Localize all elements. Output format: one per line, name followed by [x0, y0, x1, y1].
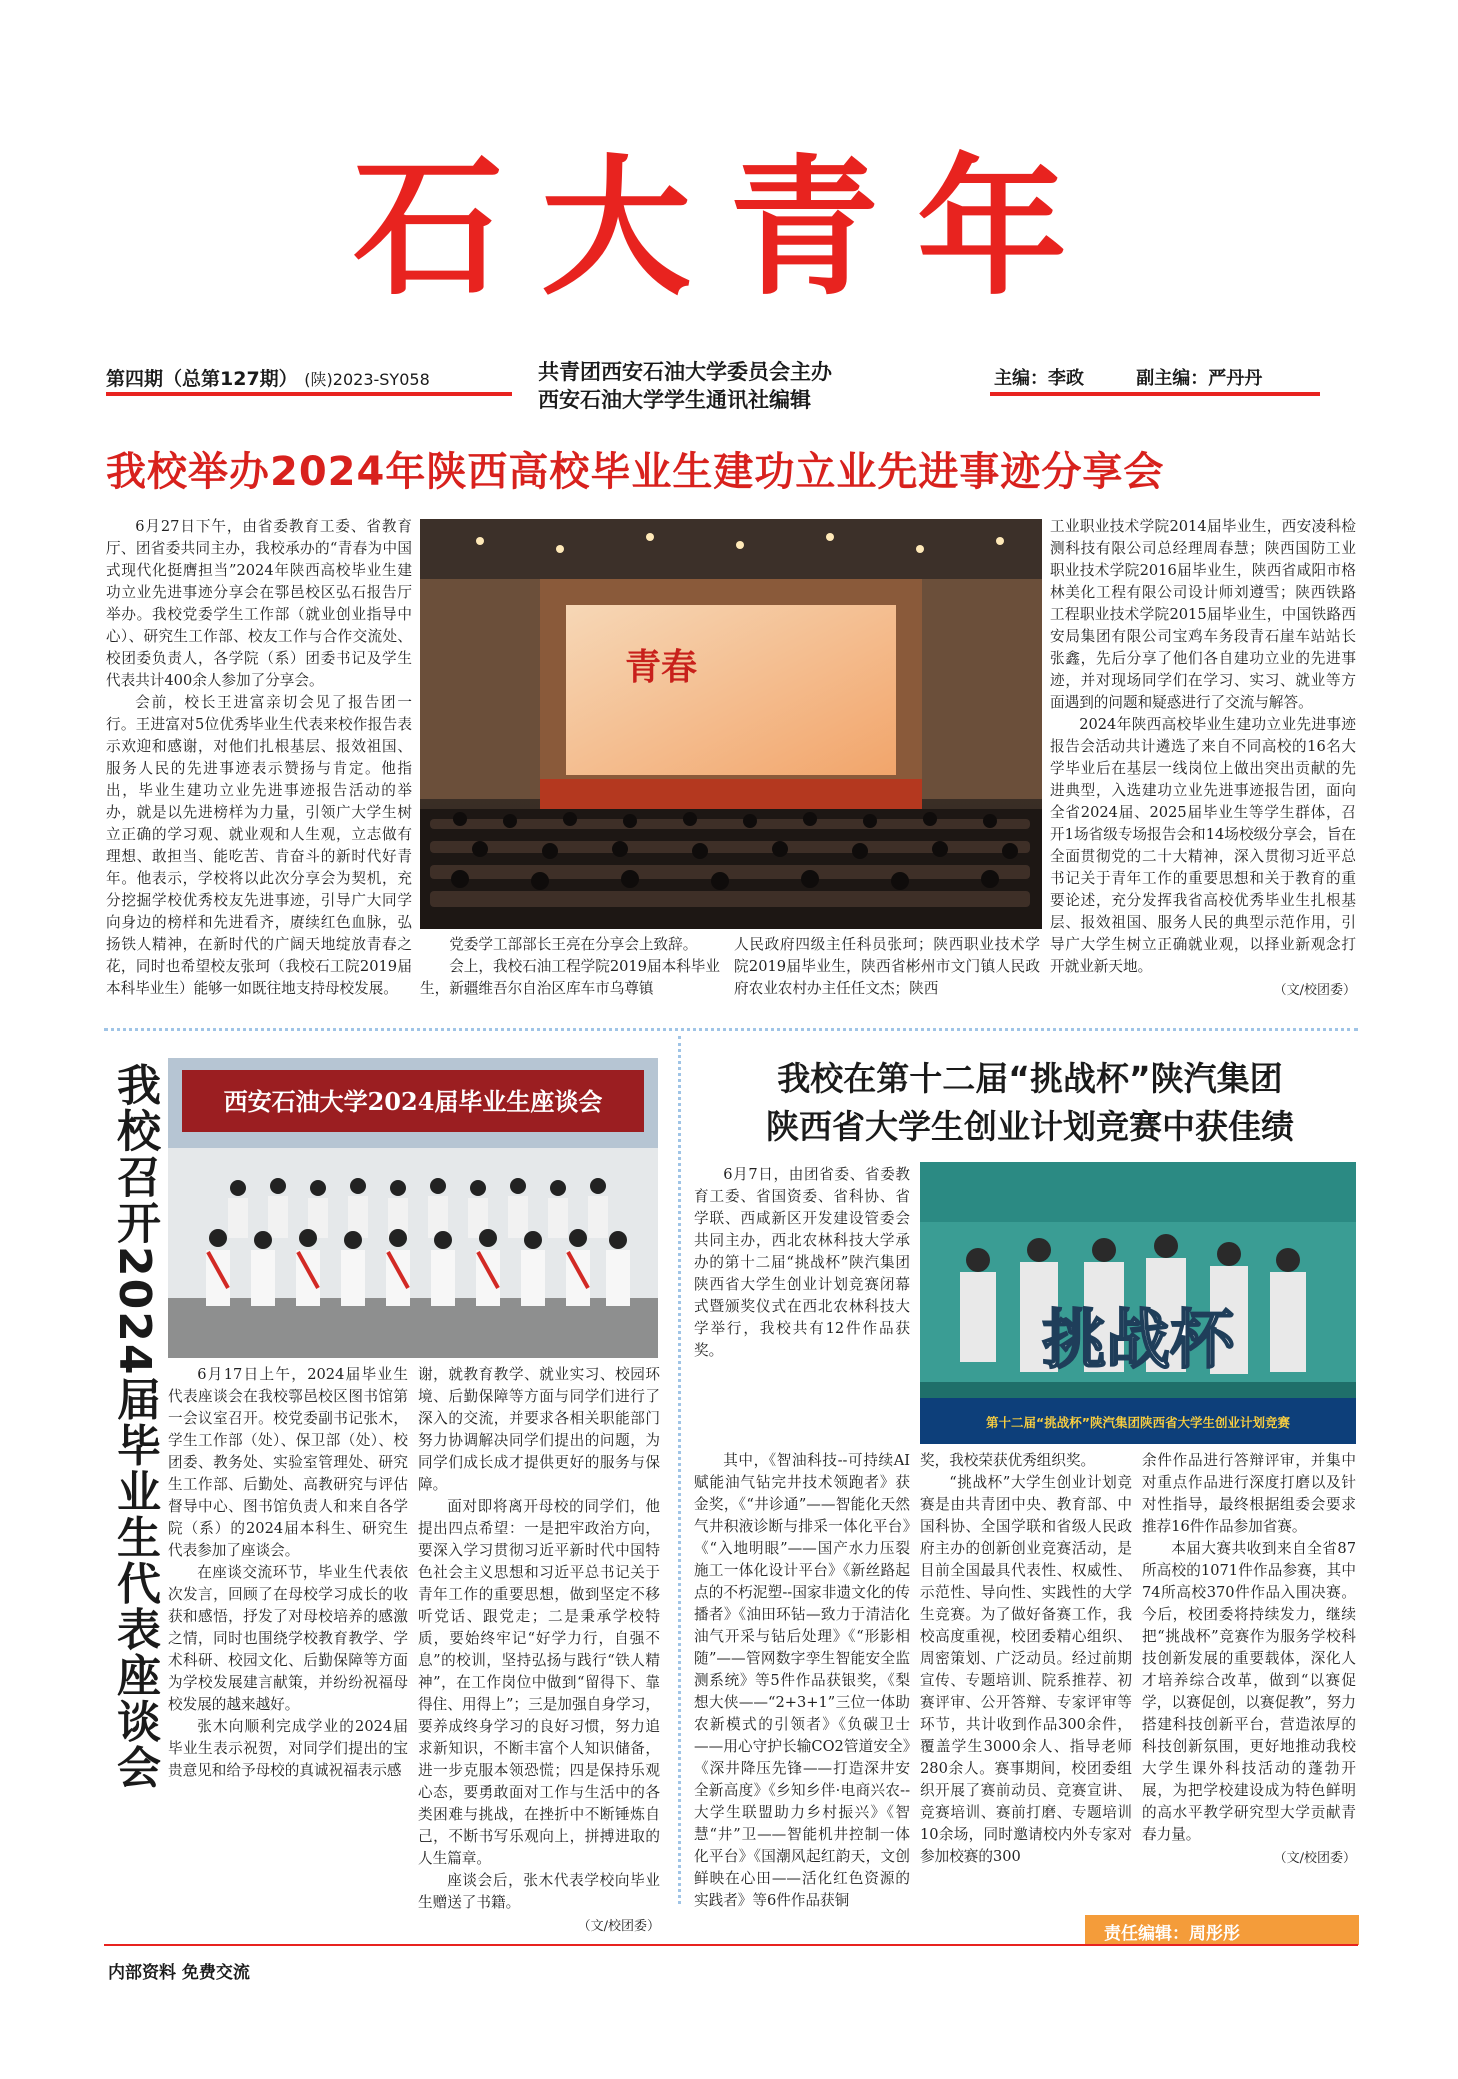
- article3-col3-p2: 本届大赛共收到来自全省87所高校的1071件作品参赛，其中74所高校370件作品入围决赛。今后，校团委将持续发力，继续把“挑战杯”竞赛作为服务学校科技创新发展的重要载体，深化人才培养综合改革，做到“以赛促学，以赛促创，以赛促教”，努力搭建科技创新平台，营造浓厚的科技创新氛围，更好地推动我校大学生课外科技活动的蓬勃开展，为把学校建设成为特色鲜明的高水平教学研究型大学贡献青春力量。: [1142, 1540, 1356, 1843]
- article1-col4-p2: 2024年陕西高校毕业生建功立业先进事迹报告会活动共计遴选了来自不同高校的16名大学毕业后在基层一线岗位上做出突出贡献的先进典型，入选建功立业先进事迹报告团，面向全省2024届、2025届毕业生等学生群体，召开1场省级专场报告会和14场校级分享会，旨在全面贯彻党的二十大精神，深入贯彻习近平总书记关于青年工作的重要思想和关于教育的重要论述，充分发挥我省高校优秀毕业生扎根基层、报效祖国、服务人民的典型示范作用，引导广大学生树立正确就业观，以择业新观念打开就业新天地。: [1050, 716, 1356, 975]
- article3-column-1: [694, 1450, 910, 1912]
- article2-colB-p1: 谢，就教育教学、就业实习、校园环境、后勤保障等方面与同学们进行了深入的交流，并要求各相关职能部门努力协调解决同学们提出的问题，为同学们成长成才提供更好的服务与保障。: [418, 1366, 660, 1493]
- article1-col2-p1: 党委学工部部长王亮在分享会上致辞。: [449, 936, 698, 953]
- article3-headline-line1: 我校在第十二届“挑战杯”陕汽集团: [777, 1059, 1283, 1098]
- article3-col3-p1: 余件作品进行答辩评审，并集中对重点作品进行深度打磨以及针对性指导，最终根据组委会要求推荐16件作品参加省赛。: [1142, 1452, 1356, 1535]
- info-bar: [106, 358, 1322, 412]
- article1-col1-p1: 6月27日下午，由省委教育工委、省教育厅、团省委共同主办，我校承办的“青春为中国式现代化挺膺担当”2024年陕西高校毕业生建功立业先进事迹分享会在鄠邑校区弘石报告厅举办。我校党委学生工作部（就业创业指导中心）、研究生工作部、校友工作与合作交流处、校团委负责人，各学院（系）团委书记及学生代表共计400余人参加了分享会。: [106, 518, 412, 689]
- article2-column-1: [168, 1364, 408, 1782]
- sponsor-line-2: 西安石油大学学生通讯社编辑: [538, 387, 811, 412]
- article2-headline: 我校召开2024届毕业生代表座谈会: [109, 1062, 160, 1791]
- article3-credit: （文/校团委）: [1273, 1851, 1356, 1866]
- article1-column-2: [420, 934, 720, 1000]
- article1-photo-auditorium: [420, 519, 1042, 929]
- article1-column-1: [106, 516, 412, 1000]
- sponsor-lines: [538, 358, 832, 414]
- deputy-editor: 副主编：严丹丹: [1136, 368, 1263, 389]
- article3-col2-p2: “挑战杯”大学生创业计划竞赛是由共青团中央、教育部、中国科协、全国学联和省级人民政府主办的创新创业竞赛活动，是目前全国最具代表性、权威性、示范性、导向性、实践性的大学生竞赛。为了做好备赛工作，我校高度重视，校团委精心组织、周密策划、广泛动员。经过前期宣传、专题培训、院系推荐、初赛评审、公开答辩、专家评审等环节，共计收到作品300余件，覆盖学生3000余人、指导老师280余人。赛事期间，校团委组织开展了赛前动员、竞赛宣讲、竞赛培训、赛前打磨、专题培训10余场，同时邀请校内外专家对参加校赛的300: [920, 1474, 1132, 1865]
- article1-column-3: [734, 934, 1040, 1000]
- article3-col2-p1: 奖，我校荣获优秀组织奖。: [920, 1452, 1096, 1469]
- article1-headline: 我校举办2024年陕西高校毕业生建功立业先进事迹分享会: [106, 449, 1165, 495]
- header-rule-left: [106, 392, 512, 396]
- article1-col4-p1: 工业职业技术学院2014届毕业生，西安凌科检测科技有限公司总经理周春慧；陕西国防工业职业技术学院2016届毕业生，陕西省咸阳市格林美化工程有限公司设计师刘遵雪；陕西铁路工程职业技术学院2015届毕业生，中国铁路西安局集团有限公司宝鸡车务段青石崖车站站长张鑫，先后分享了他们各自建功立业的先进事迹，并对现场同学们在学习、实习、就业等方面遇到的问题和疑惑进行了交流与解答。: [1050, 518, 1356, 711]
- article1-credit: （文/校团委）: [1273, 983, 1356, 998]
- article2-credit: （文/校团委）: [577, 1919, 660, 1934]
- article2-column-2: [418, 1364, 660, 1938]
- chief-editor: 主编：李政: [994, 368, 1084, 389]
- section-divider: [104, 1028, 1358, 1031]
- article3-intro: [694, 1164, 910, 1362]
- sponsor-line-1: 共青团西安石油大学委员会主办: [538, 359, 832, 384]
- article2-colB-p2: 面对即将离开母校的同学们，他提出四点希望：一是把牢政治方向，要深入学习贯彻习近平新时代中国特色社会主义思想和习近平总书记关于青年工作的重要思想，做到坚定不移听党话、跟党走；二是秉承学校特质，要始终牢记“好学力行，自强不息”的校训，坚持弘扬与践行“铁人精神”，在工作岗位中做到“留得下、靠得住、用得上”；三是加强自身学习，要养成终身学习的良好习惯，努力追求新知识，不断丰富个人知识储备，进一步克服本领恐慌；四是保持乐观心态，要勇敢面对工作与生活中的各类困难与挑战，在挫折中不断锤炼自己，不断书写乐观向上，拼搏进取的人生篇章。: [418, 1498, 660, 1867]
- screen-text: 青春: [625, 646, 698, 688]
- header-rule-right: [990, 392, 1320, 396]
- article3-intro-p: 6月7日，由团省委、省委教育工委、省国资委、省科协、省学联、西咸新区开发建设管委会共同主办，西北农林科技大学承办的第十二届“挑战杯”陕汽集团陕西省大学生创业计划竞赛闭幕式暨颁奖仪式在西北农林科技大学举行，我校共有12件作品获奖。: [694, 1166, 910, 1359]
- article3-column-3: [1142, 1450, 1356, 1870]
- article2-colA-p1: 6月17日上午，2024届毕业生代表座谈会在我校鄠邑校区图书馆第一会议室召开。校党委副书记张木，学生工作部（处）、保卫部（处）、校团委、教务处、实验室管理处、研究生工作部、后勤处、高教研究与评估督导中心、图书馆负责人和来自各学院（系）的2024届本科生、研究生代表参加了座谈会。: [168, 1366, 408, 1559]
- stage-screen: [566, 605, 896, 775]
- article1-col3-p1: 人民政府四级主任科员张珂；陕西职业技术学院2019届毕业生，陕西省彬州市文门镇人民政府农业农村办主任任文杰；陕西: [734, 936, 1040, 997]
- article1-col2-p2: 会上，我校石油工程学院2019届本科毕业生，新疆维吾尔自治区库车市乌尊镇: [420, 958, 720, 997]
- article2-colA-p2: 在座谈交流环节，毕业生代表依次发言，回顾了在母校学习成长的收获和感悟，抒发了对母校培养的感激之情，同时也围绕学校教育教学、学术科研、校园文化、后勤保障等方面为学校发展建言献策，并纷纷祝福母校发展的越来越好。: [168, 1564, 408, 1713]
- editor-info: [994, 364, 1308, 390]
- article2-photo-group: [168, 1058, 658, 1358]
- banner-text: 西安石油大学2024届毕业生座谈会: [223, 1087, 603, 1116]
- photo-banner-text: 第十二届“挑战杯”陕汽集团陕西省大学生创业计划竞赛: [986, 1415, 1290, 1430]
- article2-colB-p3: 座谈会后，张木代表学校向毕业生赠送了书籍。: [418, 1872, 660, 1911]
- article2-colA-p3: 张木向顺利完成学业的2024届毕业生表示祝贺，对同学们提出的宝贵意见和给予母校的真诚祝福表示感: [168, 1718, 408, 1779]
- footer-note: 内部资料 免费交流: [108, 1963, 250, 1983]
- issue-number: 第四期（总第127期）: [106, 368, 298, 390]
- group-photo-illustration: [168, 1058, 658, 1358]
- footer-rule: [104, 1944, 1358, 1946]
- article3-headline-line2: 陕西省大学生创业计划竞赛中获佳绩: [766, 1107, 1294, 1146]
- photo-big-text: 挑战杯: [1042, 1303, 1234, 1378]
- article3-col1-p1: 其中，《智油科技--可持续AI赋能油气钻完井技术领跑者》获金奖，《“井诊通”——智能化天然气井积液诊断与排采一体化平台》《“入地明眼”——国产水力压裂施工一体化设计平台》《新丝路起点的不朽泥塑--国家非遗文化的传播者》《油田环钻—致力于清洁化油气开采与钻后处理》《“形影相随”——管网数字孪生智能安全监测系统》等5件作品获银奖，《梨想大侠——“2+3+1”三位一体助农新模式的引领者》《负碳卫士——用心守护长输CO2管道安全》《深井降压先锋——打造深井安全新高度》《乡知乡伴·电商兴农--大学生联盟助力乡村振兴》《智慧“井”卫——智能机井控制一体化平台》《国潮风起红韵天，文创鲜映在心田——活化红色资源的实践者》等6件作品获铜: [694, 1452, 910, 1909]
- auditorium-illustration: [420, 519, 1042, 929]
- award-photo-illustration: [920, 1162, 1356, 1444]
- article3-photo-award: [920, 1162, 1356, 1444]
- article1-col1-p2: 会前，校长王进富亲切会见了报告团一行。王进富对5位优秀毕业生代表来校作报告表示欢迎和感谢，对他们扎根基层、报效祖国、服务人民的先进事迹表示赞扬与肯定。他指出，毕业生建功立业先进事迹报告活动的举办，就是以先进榜样为力量，引领广大学生树立正确的学习观、就业观和人生观，立志做有理想、敢担当、能吃苦、肯奋斗的新时代好青年。他表示，学校将以此次分享会为契机，充分挖掘学校优秀校友先进事迹，引导广大同学向身边的榜样和先进看齐，赓续红色血脉，弘扬铁人精神，在新时代的广阔天地绽放青春之花，同时也希望校友张珂（我校石工院2019届本科毕业生）能够一如既往地支持母校发展。: [106, 694, 412, 997]
- article1-column-4: [1050, 516, 1356, 1002]
- issue-info: [106, 364, 430, 391]
- masthead-title: 石大青年: [352, 140, 1105, 316]
- column-divider: [678, 1036, 681, 1904]
- article3-column-2: [920, 1450, 1132, 1868]
- publication-code: (陕)2023-SY058: [304, 370, 430, 389]
- footer-responsible-editor: 责任编辑：周彤彤: [1104, 1924, 1240, 1944]
- article3-headline: [700, 1055, 1360, 1151]
